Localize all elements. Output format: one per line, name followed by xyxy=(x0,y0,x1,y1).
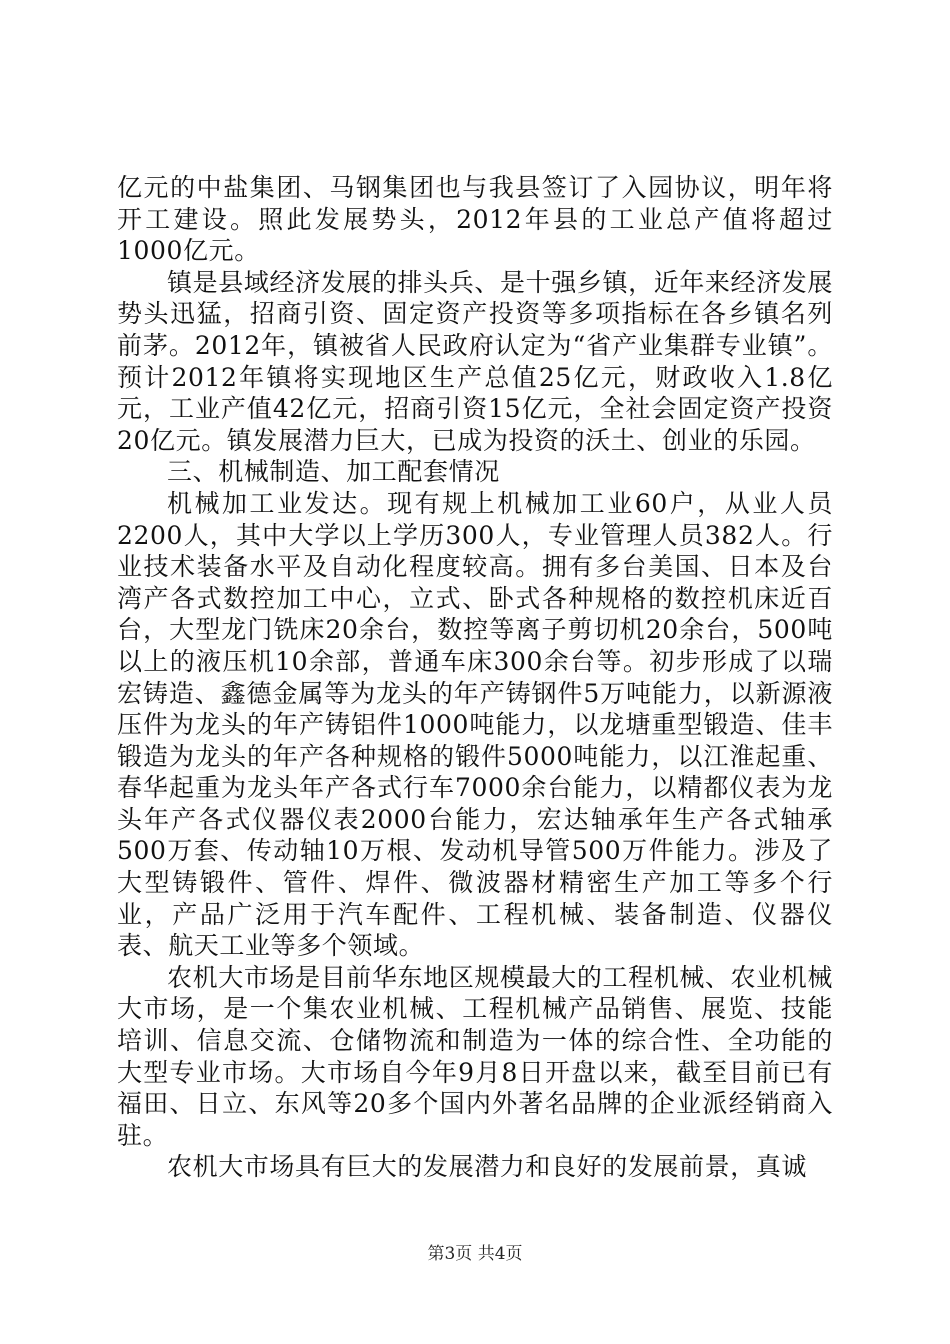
paragraph-1: 亿元的中盐集团、马钢集团也与我县签订了入园协议，明年将开工建设。照此发展势头，2012年县的工业总产值将超过1000亿元。 xyxy=(117,173,833,266)
paragraph-4: 机械加工业发达。现有规上机械加工业60户，从业人员2200人，其中大学以上学历300人，专业管理人员382人。行业技术装备水平及自动化程度较高。拥有多台美国、日本及台湾产各式数控加工中心，立式、卧式各种规格的数控机床近百台，大型龙门铣床20余台，数控等离子剪切机20余台，500吨以上的液压机10余部，普通车床300余台等。初步形成了以瑞宏铸造、鑫德金属等为龙头的年产铸钢件5万吨能力，以新源液压件为龙头的年产铸铝件1000吨能力，以龙塘重型锻造、佳丰锻造为龙头的年产各种规格的锻件5000吨能力，以江淮起重、春华起重为龙头年产各式行车7000余台能力，以精都仪表为龙头年产各式仪器仪表2000台能力，宏达轴承年生产各式轴承500万套、传动轴10万根、发动机导管500万件能力。涉及了大型铸锻件、管件、焊件、微波器材精密生产加工等多个行业，产品广泛用于汽车配件、工程机械、装备制造、仪器仪表、航天工业等多个领域。 xyxy=(117,488,833,961)
page-footer: 第3页 共4页 xyxy=(427,1244,523,1264)
document-body xyxy=(117,172,833,1183)
section-heading: 三、机械制造、加工配套情况 xyxy=(167,457,500,487)
paragraph-6: 农机大市场具有巨大的发展潜力和良好的发展前景，真诚 xyxy=(167,1152,808,1182)
paragraph-5: 农机大市场是目前华东地区规模最大的工程机械、农业机械大市场，是一个集农业机械、工程机械产品销售、展览、技能培训、信息交流、仓储物流和制造为一体的综合性、全功能的大型专业市场。大市场自今年9月8日开盘以来，截至目前已有福田、日立、东风等20多个国内外著名品牌的企业派经销商入驻。 xyxy=(117,962,833,1150)
paragraph-2: 镇是县域经济发展的排头兵、是十强乡镇，近年来经济发展势头迅猛，招商引资、固定资产投资等多项指标在各乡镇名列前茅。2012年，镇被省人民政府认定为“省产业集群专业镇”。预计2012年镇将实现地区生产总值25亿元，财政收入1.8亿元，工业产值42亿元，招商引资15亿元，全社会固定资产投资20亿元。镇发展潜力巨大，已成为投资的沃土、创业的乐园。 xyxy=(117,267,833,455)
